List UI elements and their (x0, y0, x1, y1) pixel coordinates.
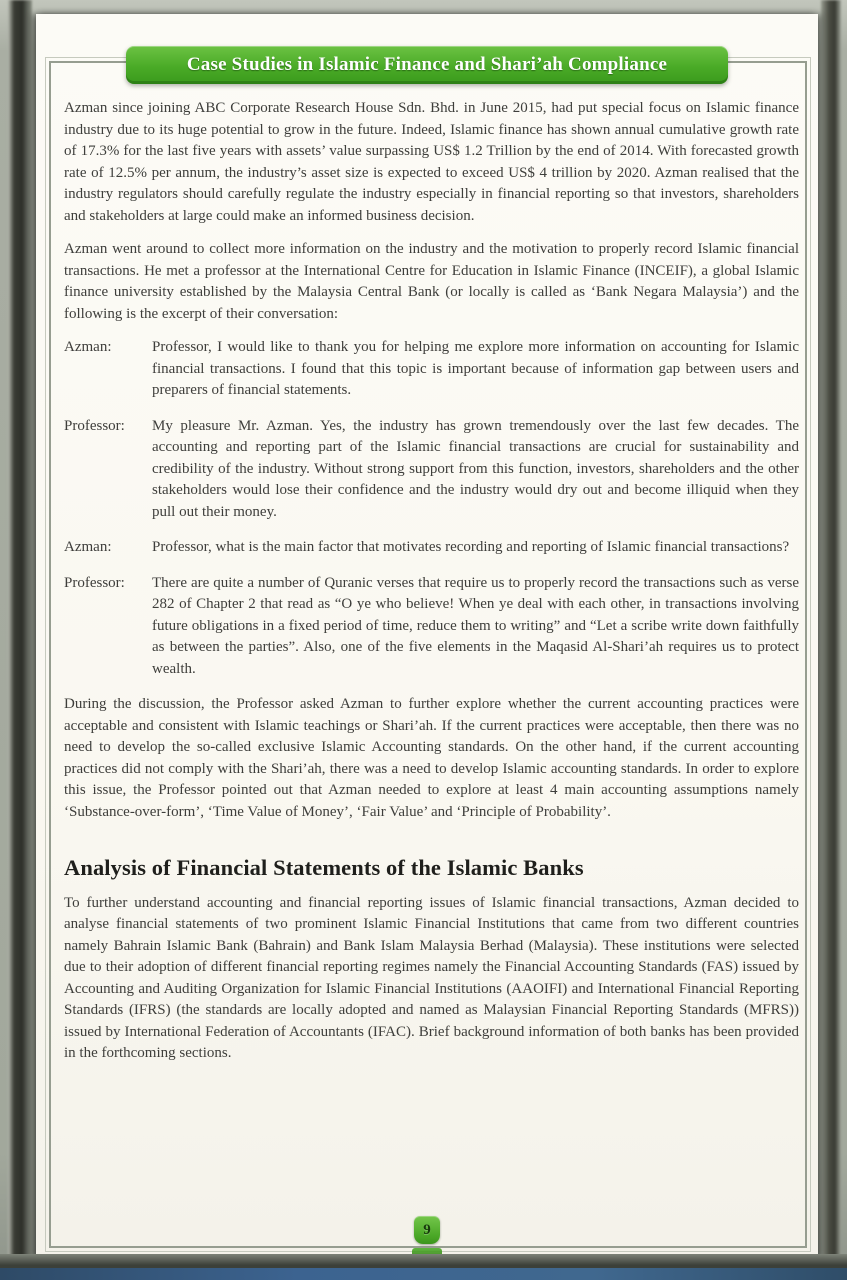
speaker-label: Professor: (64, 417, 125, 434)
page-number-badge (414, 1216, 440, 1244)
section-paragraph: To further understand accounting and financial reporting issues of Islamic financial transactions, Azman decided to analyse financial statements of two prominent Islamic Financial Institutions that came from two different countries namely Bahrain Islamic Bank (Bahrain) and Bank Islam Malaysia Berhad (Malaysia). These institutions were selected due to their adoption of different financial reporting regimes namely the Financial Accounting Standards (FAS) issued by Accounting and Auditing Organization for Islamic Financial Institutions (AAOIFI) and International Financial Reporting Standards (IFRS) (the standards are locally adopted and named as Malaysian Financial Reporting Standards (MFRS)) issued by International Federation of Accountants (IFAC). Brief background information of both banks has been provided in the forthcoming sections. (64, 894, 799, 1061)
scan-bottom-blue-strip (0, 1268, 847, 1280)
page-content (64, 98, 799, 1077)
dialogue-entry (64, 337, 799, 402)
scan-edge-left (8, 0, 32, 1280)
document-page (36, 14, 818, 1258)
section-heading: Analysis of Financial Statements of the Islamic Banks (64, 855, 584, 880)
speaker-text: Professor, I would like to thank you for helping me explore more information on accounting for Islamic financial transactions. I found that this topic is important because of information gap between users and preparers of financial statements. (152, 339, 799, 398)
speaker-text: Professor, what is the main factor that motivates recording and reporting of Islamic financial transactions? (152, 539, 790, 555)
speaker-label: Azman: (64, 339, 112, 355)
dialogue-entry (64, 573, 799, 681)
chapter-title: Case Studies in Islamic Finance and Shari’ah Compliance (186, 54, 668, 75)
speaker-text: There are quite a number of Quranic verses that require us to properly record the transactions such as verse 282 of Chapter 2 that read as “O ye who believe! When ye deal with each other, in transactions involving future obligations in a fixed period of time, reduce them to writing” and “Let a scribe write down faithfully as between the parties”. Also, one of the five elements in the Maqasid Al-Shari’ah requires us to protect wealth. (152, 574, 799, 677)
scan-edge-right (821, 0, 841, 1280)
scan-bottom-shadow (0, 1254, 847, 1268)
speaker-text: My pleasure Mr. Azman. Yes, the industry has grown tremendously over the last few decades. The accounting and reporting part of the Islamic financial transactions are crucial for sustainability and credibility of the industry. Without strong support from this function, investors, shareholders and the other stakeholders would lose their confidence and the industry would dry out and become illiquid when they pull out their money. (152, 417, 799, 520)
dialogue-entry (64, 537, 799, 559)
dialogue-entry (64, 416, 799, 524)
discussion-paragraph: During the discussion, the Professor asked Azman to further explore whether the current accounting practices were acceptable and consistent with Islamic teachings or Shari’ah. If the current practices were acceptable, then there was no need to develop the so-called exclusive Islamic Accounting standards. On the other hand, if the current accounting practices did not comply with the Shari’ah, there was a need to develop Islamic accounting standards. In order to explore this issue, the Professor pointed out that Azman needed to explore at least 4 main accounting assumptions namely ‘Substance-over-form’, ‘Time Value of Money’, ‘Fair Value’ and ‘Principle of Probability’. (64, 696, 799, 820)
conversation-transcript (64, 337, 799, 680)
speaker-label: Azman: (64, 539, 112, 555)
speaker-label: Professor: (64, 574, 125, 591)
intro-paragraph-1: Azman since joining ABC Corporate Research House Sdn. Bhd. in June 2015, had put special focus on Islamic finance industry due to its huge potential to grow in the future. Indeed, Islamic finance has shown annual cumulative growth rate of 17.3% for the last five years with assets’ value surpassing US$ 1.2 Trillion by the end of 2014. With forecasted growth rate of 12.5% per annum, the industry’s asset size is expected to exceed US$ 4 trillion by 2020. Azman realised that the industry regulators should carefully regulate the industry especially in financial reporting so that investors, shareholders and stakeholders at large could make an informed business decision. (64, 100, 799, 224)
chapter-title-banner (126, 46, 728, 84)
page-number: 9 (423, 1221, 431, 1238)
intro-paragraph-2: Azman went around to collect more information on the industry and the motivation to properly record Islamic financial transactions. He met a professor at the International Centre for Education in Islamic Finance (INCEIF), a global Islamic finance university established by the Malaysia Central Bank (or locally is called as ‘Bank Negara Malaysia’) and the following is the excerpt of their conversation: (64, 241, 799, 322)
